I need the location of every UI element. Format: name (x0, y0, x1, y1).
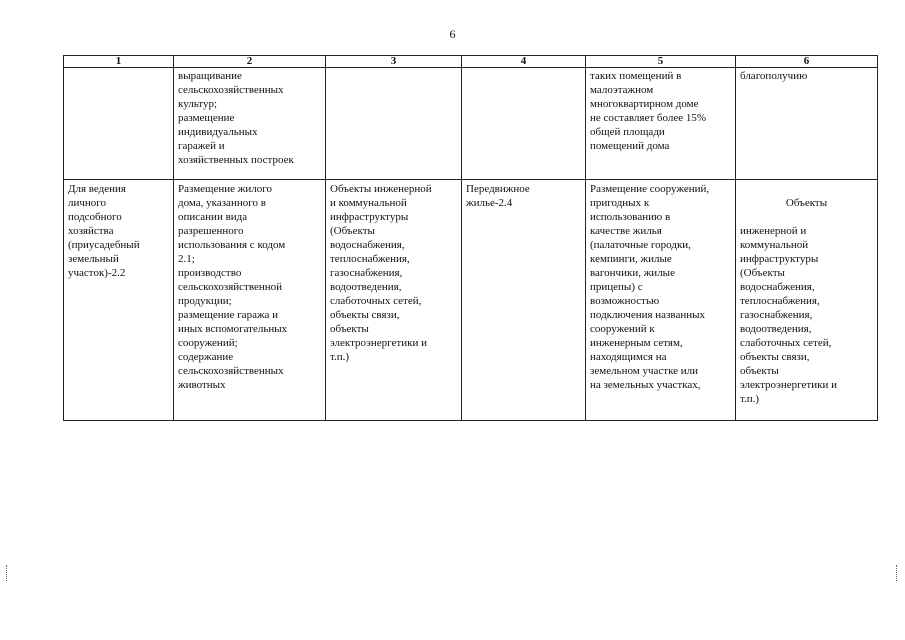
table-row (64, 180, 878, 421)
table-row (64, 68, 878, 180)
table-cell (736, 180, 878, 421)
scan-edge-mark-right (896, 565, 899, 581)
land-use-table (63, 55, 878, 421)
cell-text: инженерной и коммунальной инфраструктуры (Объекты водоснабжения, теплоснабжения, газоснабжения, водоотведения, слаботочных сетей, объекты связи, объекты электроэнергетики и т.п.) (740, 225, 837, 405)
table-cell (326, 68, 462, 180)
column-header: 3 (326, 56, 462, 68)
column-header: 5 (586, 56, 736, 68)
table-cell: Передвижное жилье-2.4 (462, 180, 586, 421)
column-header: 4 (462, 56, 586, 68)
table-cell: Размещение сооружений, пригодных к использованию в качестве жилья (палаточные городки, кемпинги, жилые вагончики, жилые прицепы) с возможностью подключения названных сооружений к инженерным сетям, находящимся на земельном участке или на земельных участках, (586, 180, 736, 421)
table-cell: Объекты инженерной и коммунальной инфраструктуры (Объекты водоснабжения, теплоснабжения, газоснабжения, водоотведения, слаботочных сетей, объекты связи, объекты электроэнергетики и т.п.) (326, 180, 462, 421)
column-header: 2 (174, 56, 326, 68)
column-header: 6 (736, 56, 878, 68)
cell-title: Объекты (785, 197, 828, 209)
page-number: 6 (449, 27, 456, 41)
table-cell (462, 68, 586, 180)
scan-edge-mark-left (6, 565, 9, 581)
column-header: 1 (64, 56, 174, 68)
table-cell (64, 68, 174, 180)
table-cell: таких помещений в малоэтажном многоквартирном доме не составляет более 15% общей площади помещений дома (586, 68, 736, 180)
table-header-row (64, 56, 878, 68)
table-cell: Размещение жилого дома, указанного в описании вида разрешенного использования с кодом 2.1; производство сельскохозяйственной продукции; размещение гаража и иных вспомогательных сооружений; содержание сельскохозяйственных животных (174, 180, 326, 421)
table-cell: выращивание сельскохозяйственных культур; размещение индивидуальных гаражей и хозяйственных построек (174, 68, 326, 180)
table-cell: благополучию (736, 68, 878, 180)
table-cell: Для ведения личного подсобного хозяйства (приусадебный земельный участок)-2.2 (64, 180, 174, 421)
